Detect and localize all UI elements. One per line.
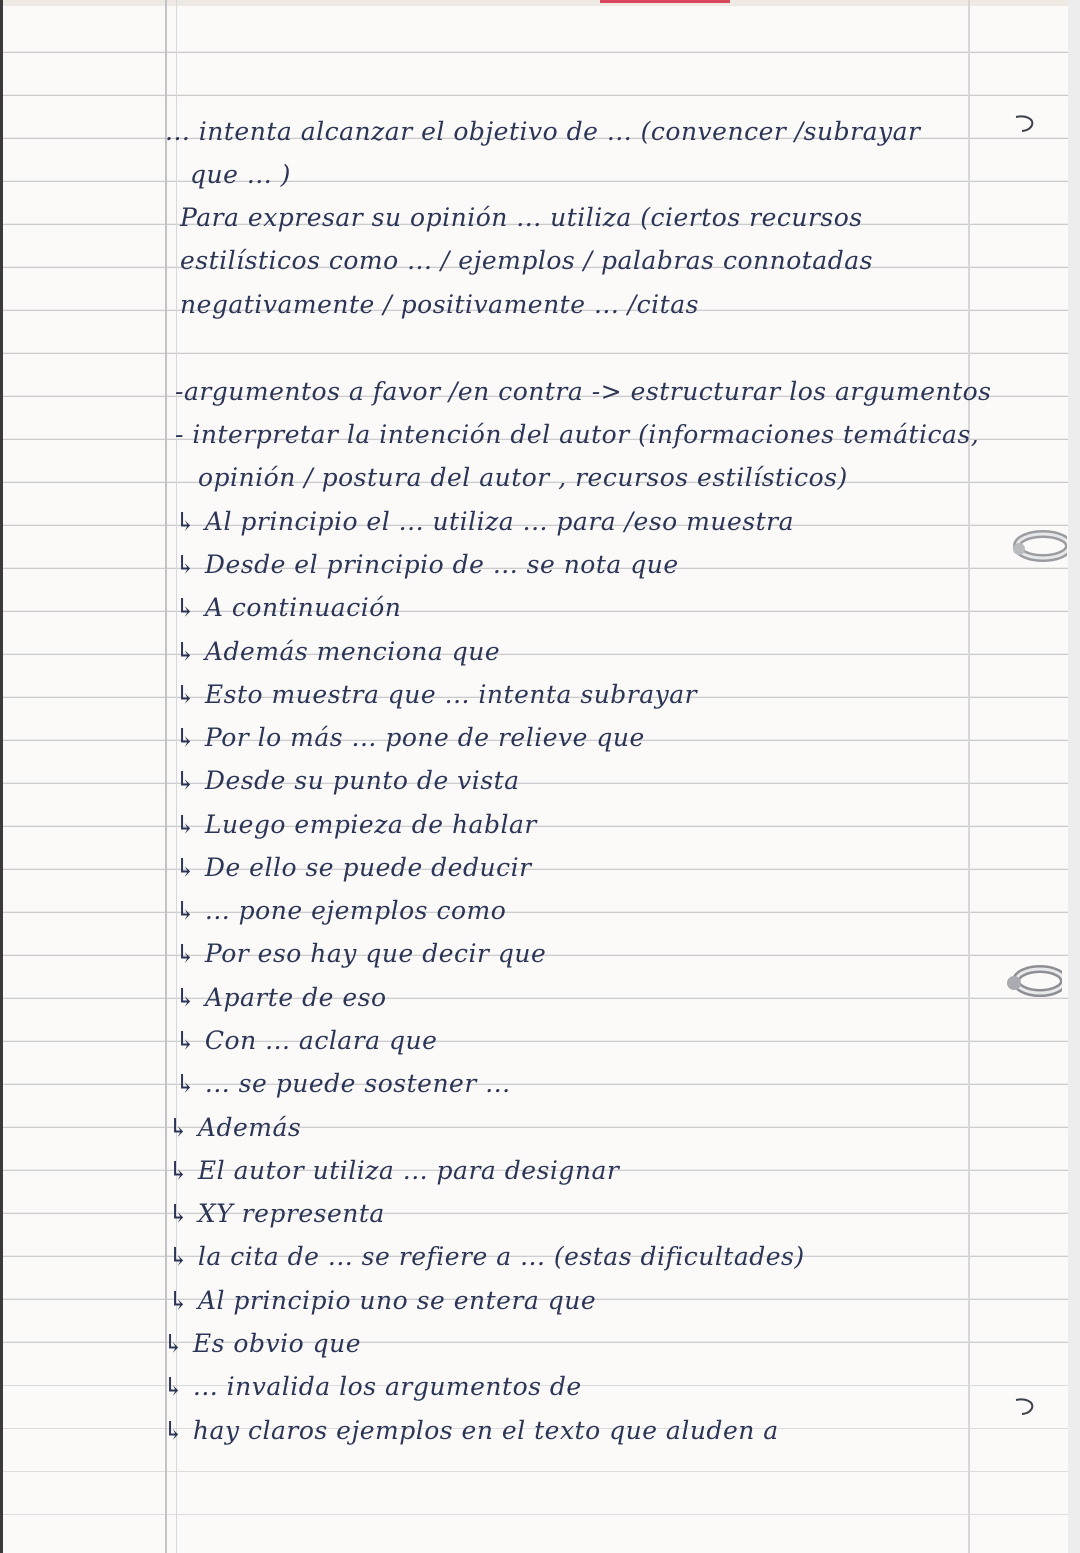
- list-item: ↳ ... se puede sostener ...: [175, 1069, 511, 1098]
- list-item: ↳ XY representa: [168, 1199, 385, 1228]
- list-item: ↳ Al principio el ... utiliza ... para /eso muestra: [175, 507, 794, 536]
- list-item: ↳ Además menciona que: [175, 637, 501, 666]
- text-line-1: ... intenta alcanzar el objetivo de ... (convencer /subrayar: [165, 117, 921, 146]
- text-line-5: negativamente / positivamente ... /citas: [180, 290, 699, 319]
- page-right-edge: [1068, 0, 1080, 1553]
- binder-ring-icon: [1000, 950, 1062, 1012]
- list-item: ↳ Por lo más ... pone de relieve que: [175, 723, 645, 752]
- text-line-7: - interpretar la intención del autor (informaciones temáticas,: [175, 420, 980, 449]
- list-item: ↳ El autor utiliza ... para designar: [168, 1156, 620, 1185]
- binder-ring-icon: [1005, 515, 1067, 577]
- list-item: ↳ Por eso hay que decir que: [175, 939, 547, 968]
- list-item: ↳ Al principio uno se entera que: [168, 1286, 597, 1315]
- text-line-6: -argumentos a favor /en contra -> estructurar los argumentos: [175, 377, 992, 406]
- page-top-edge: [0, 0, 1080, 6]
- bracket-mark-icon: [1012, 113, 1038, 135]
- text-line-2: que ... ): [190, 160, 291, 189]
- list-item: ↳ Es obvio que: [163, 1329, 361, 1358]
- list-item: ↳ Desde su punto de vista: [175, 766, 520, 795]
- bracket-mark-icon: [1012, 1396, 1038, 1418]
- list-item: ↳ la cita de ... se refiere a ... (estas dificultades): [168, 1242, 805, 1271]
- list-item: ↳ Luego empieza de hablar: [175, 810, 537, 839]
- list-item: ↳ Con ... aclara que: [175, 1026, 438, 1055]
- text-line-4: estilísticos como ... / ejemplos / palabras connotadas: [180, 246, 873, 275]
- list-item: ↳ Desde el principio de ... se nota que: [175, 550, 679, 579]
- text-line-3: Para expresar su opinión ... utiliza (ciertos recursos: [180, 203, 863, 232]
- text-line-8: opinión / postura del autor , recursos estilísticos): [198, 463, 848, 492]
- right-margin-line: [968, 0, 970, 1553]
- list-item: ↳ hay claros ejemplos en el texto que aluden a: [163, 1416, 779, 1445]
- list-item: ↳ Aparte de eso: [175, 983, 387, 1012]
- list-item: ↳ ... pone ejemplos como: [175, 896, 507, 925]
- list-item: ↳ ... invalida los argumentos de: [163, 1372, 582, 1401]
- list-item: ↳ Además: [168, 1113, 302, 1142]
- list-item: ↳ A continuación: [175, 593, 402, 622]
- page-left-edge: [0, 0, 3, 1553]
- margin-line: [165, 0, 167, 1553]
- list-item: ↳ De ello se puede deducir: [175, 853, 532, 882]
- page-top-accent: [600, 0, 730, 3]
- list-item: ↳ Esto muestra que ... intenta subrayar: [175, 680, 698, 709]
